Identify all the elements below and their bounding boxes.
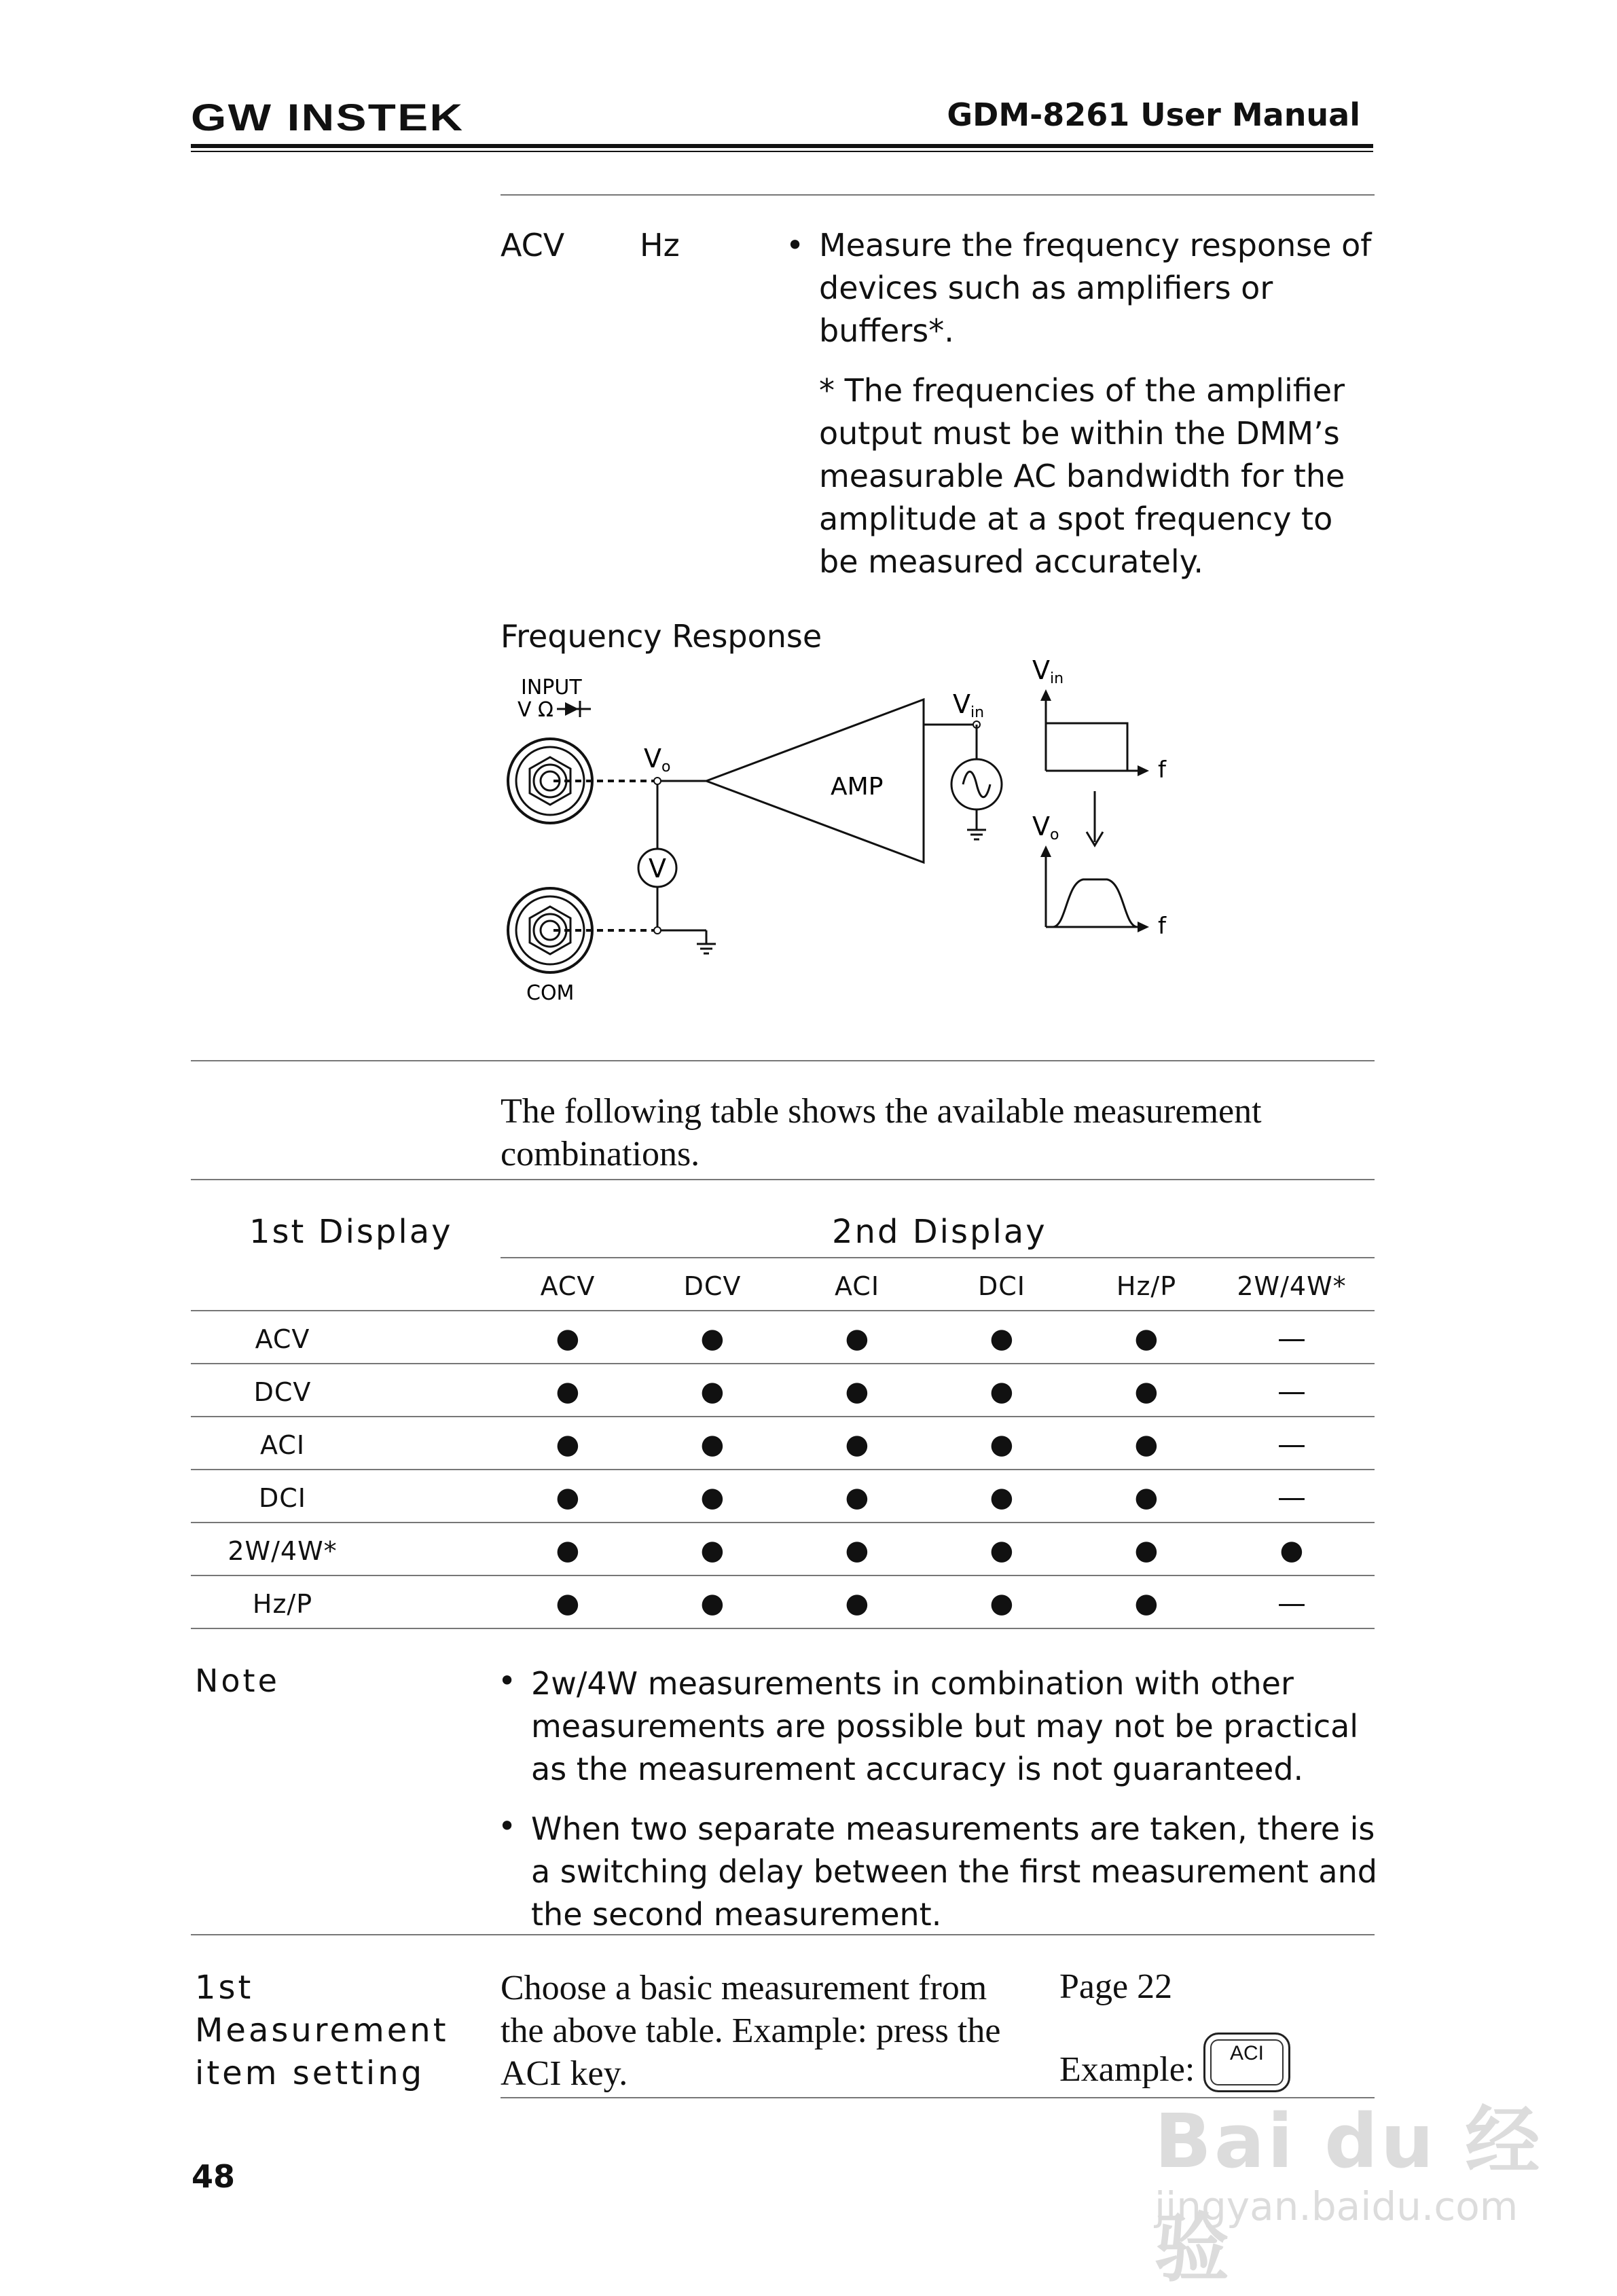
frequency-response-diagram [489,652,1222,1025]
setting-description: Choose a basic measurement from the above table. Example: press the ACI key. [501,1969,1001,2093]
f-axis-label-bottom: f [1158,913,1166,940]
diode-icon [557,701,591,717]
second-display-underline [501,1257,1375,1258]
example-label: Example: [1059,2050,1195,2089]
vo-label: V [644,744,661,773]
table-cell: ● [1134,1535,1159,1566]
note-item: When two separate measurements are taken, there is a switching delay between the first measurement and the second measurement. [531,1810,1377,1933]
header-rule-thin [191,151,1373,152]
table-bottom-rule [191,1628,1375,1629]
table-cell: ● [989,1482,1014,1513]
table-cell: — [1277,1480,1306,1514]
watermark-url: jingyan.baidu.com [1155,2183,1519,2229]
svg-text:Vo [644,744,670,776]
table-cell: — [1277,1322,1306,1355]
arrow-down-icon [1087,791,1103,845]
vin-graph-label: V [1032,655,1050,685]
input-spectrum-graph [1040,689,1149,776]
table-cell: ● [556,1376,580,1407]
table-top-rule [191,1179,1375,1180]
table-cell: ● [700,1535,725,1566]
column-header: ACV [540,1271,596,1301]
amp-label: AMP [831,773,884,801]
table-row-rule [191,1363,1375,1364]
table-cell: ● [556,1482,580,1513]
table-cell: ● [700,1323,725,1354]
row-label: ACI [259,1430,306,1460]
column-header: 2W/4W* [1237,1271,1347,1301]
input-sub-label: V Ω [517,698,553,722]
column-header: DCI [977,1271,1025,1301]
bullet: • [786,227,805,263]
output-response-graph [1040,845,1149,932]
table-cell: ● [1134,1429,1159,1460]
vo-graph-label: V [1032,812,1050,841]
table-cell: ● [845,1323,869,1354]
row-label: 2W/4W* [228,1536,338,1566]
manual-title: GDM-8261 User Manual [947,96,1360,133]
vin-label-output: V [953,689,970,719]
table-cell: ● [700,1482,725,1513]
table-cell: ● [845,1376,869,1407]
first-display-header: 1st Display [249,1213,453,1251]
table-cell: ● [1134,1323,1159,1354]
brand-logo: GW INSTEK [191,96,465,139]
diagram-title: Frequency Response [501,618,822,655]
table-cell: ● [989,1323,1014,1354]
ac-source-icon [951,759,1002,809]
com-label: COM [526,981,575,1005]
svg-text:Vin [1032,655,1064,687]
table-cell: ● [989,1535,1014,1566]
watermark-logo: Bai du 经验 [1155,2098,1543,2292]
table-cell: ● [845,1588,869,1619]
table-cell: ● [1134,1588,1159,1619]
table-cell: ● [700,1429,725,1460]
table-cell: ● [556,1323,580,1354]
table-cell: — [1277,1586,1306,1620]
vo-graph-subscript: o [1050,826,1059,843]
bullet: • [498,1808,517,1844]
svg-text:Vin [953,689,984,721]
amplifier-icon [706,699,924,862]
vin-graph-subscript: in [1050,670,1064,687]
table-cell: ● [700,1376,725,1407]
table-row-rule [191,1469,1375,1470]
vin-subscript-output: in [970,704,985,721]
secondary-function-label: Hz [640,227,680,263]
table-cell: ● [989,1588,1014,1619]
vo-subscript: o [661,759,671,776]
frequency-footnote: * The frequencies of the amplifier output must be within the DMM’s measurable AC bandwidth for the amplitude at a spot frequency to be measured accurately. [819,372,1345,580]
voltmeter-label: V [649,854,666,883]
table-cell: ● [989,1429,1014,1460]
column-header: Hz/P [1116,1271,1177,1301]
section-divider [191,1060,1375,1061]
table-row-rule [191,1416,1375,1417]
setting-label: 1st Measurement item setting [195,1969,449,2092]
table-cell: ● [556,1429,580,1460]
table-cell: ● [845,1535,869,1566]
second-display-header: 2nd Display [832,1213,1047,1251]
column-header: ACI [834,1271,880,1301]
note-item: 2w/4W measurements in combination with other measurements are possible but may not be practical as the measurement accuracy is not guaranteed. [531,1665,1359,1787]
table-cell: ● [1279,1535,1304,1566]
page-number: 48 [192,2158,236,2195]
aci-key-icon: ACI [1203,2033,1290,2092]
note-label: Note [195,1662,280,1699]
row-label: DCI [258,1483,306,1513]
table-cell: ● [556,1588,580,1619]
table-cell: ● [989,1376,1014,1407]
table-row-rule [191,1310,1375,1311]
ground-icon [697,930,716,953]
table-cell: ● [845,1429,869,1460]
table-cell: ● [556,1535,580,1566]
table-row-rule [191,1575,1375,1576]
row-label: DCV [253,1377,312,1407]
ground-icon-source [967,809,986,839]
section-divider [501,194,1375,196]
table-cell: ● [700,1588,725,1619]
row-label: Hz/P [252,1589,313,1619]
input-label: INPUT [521,676,582,699]
header-rule [191,144,1373,148]
primary-function-label: ACV [501,227,565,263]
row-label: ACV [255,1324,310,1354]
table-cell: — [1277,1374,1306,1408]
table-cell: — [1277,1427,1306,1461]
table-row-rule [191,1522,1375,1523]
frequency-description: Measure the frequency response of devices such as amplifiers or buffers*. [819,227,1372,349]
table-cell: ● [845,1482,869,1513]
table-cell: ● [1134,1376,1159,1407]
table-intro-text: The following table shows the available measurement combinations. [501,1092,1262,1173]
page-reference: Page 22 [1059,1967,1173,2006]
table-cell: ● [1134,1482,1159,1513]
svg-text:Vo [1032,812,1059,843]
section-divider [191,1934,1375,1935]
column-header: DCV [683,1271,742,1301]
bullet: • [498,1662,517,1699]
f-axis-label-top: f [1158,757,1166,784]
